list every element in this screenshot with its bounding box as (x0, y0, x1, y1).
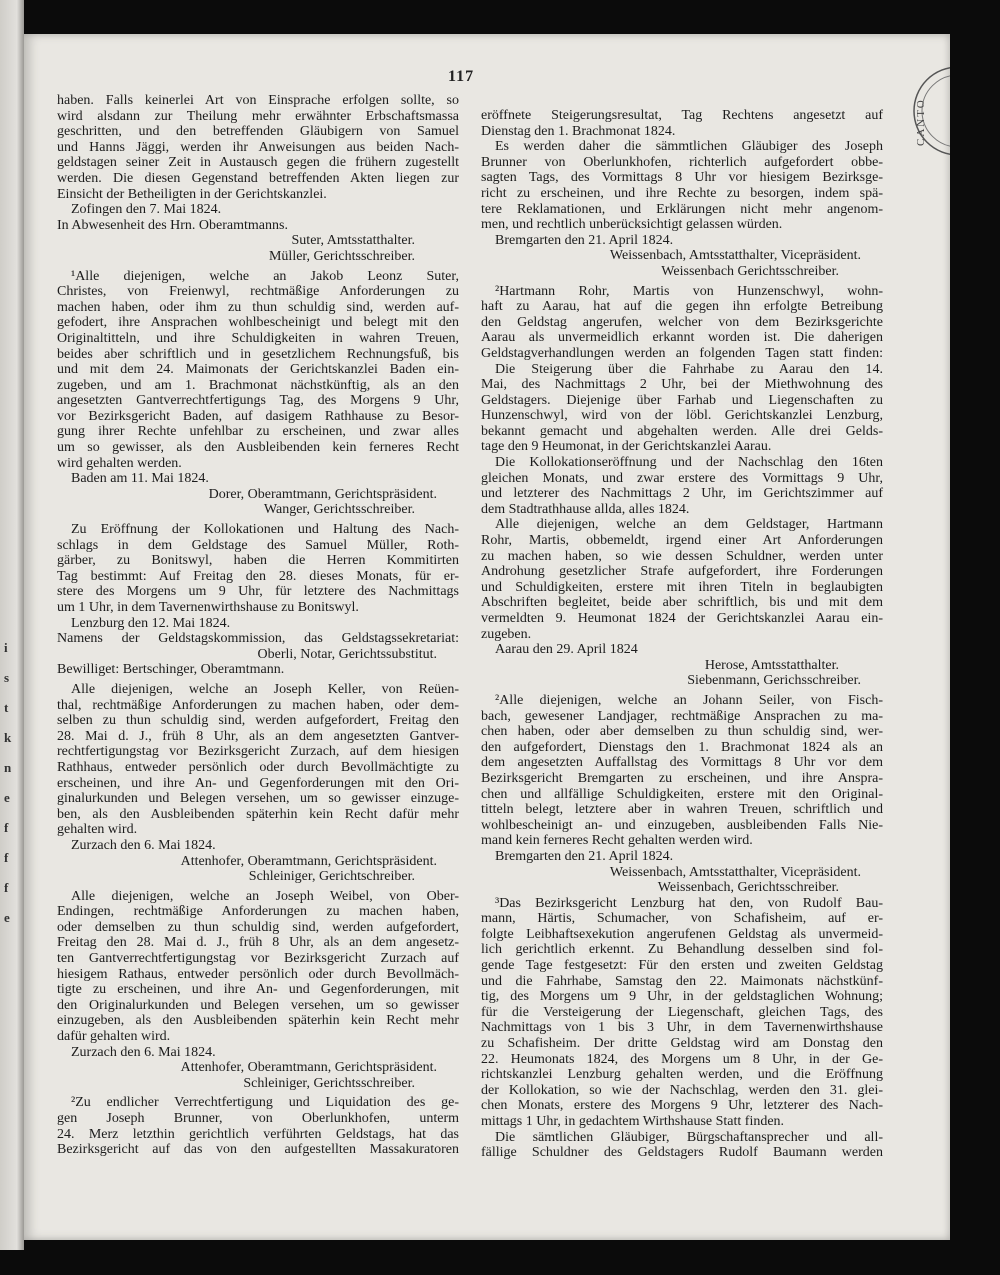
text-line: Rathhaus, entweder persönlich oder durch Bevollmächtigte zu (57, 759, 459, 775)
text-line: gende Tage festgesetzt: Für den ersten und zweiten Geldstag (481, 958, 883, 974)
text-line: Dienstag den 1. Brachmonat 1824. (481, 123, 676, 139)
text-line: ten Gantverrechtfertigungstag vor Bezirksgericht Zurzach auf (57, 951, 459, 967)
text-line: zugeben. (481, 626, 532, 642)
text-line: wird gehalten werden. (57, 455, 182, 471)
text-line: ²Hartmann Rohr, Martis von Hunzenschwyl, wohn- (495, 283, 883, 299)
text-line: Attenhofer, Oberamtmann, Gerichtspräsident. (180, 1060, 437, 1076)
text-line: Namens der Geldstagskommission, das Geldstagssekretariat: (57, 631, 459, 647)
text-line: geldstagen seiner Zeit in Austausch gegen die frühern zugestellt (57, 155, 459, 171)
previous-page-fragment: f (4, 850, 9, 865)
text-line: ²Alle diejenigen, welche an Johann Seiler, von Fisch- (495, 692, 883, 708)
text-line: um 1 Uhr, in dem Tavernenwirthshause zu Bonitswyl. (57, 600, 359, 615)
text-line: Lenzburg den 12. Mai 1824. (71, 615, 231, 631)
text-line: haft zu Aarau, hat auf die gegen ihn erfolgte Betreibung (481, 299, 883, 315)
text-line: Baden am 11. Mai 1824. (71, 471, 209, 487)
text-line: Androhung gesetzlicher Strafe aufgefordert, ihre Forderungen (481, 564, 883, 580)
text-line: Herose, Amtsstatthalter. (704, 657, 839, 673)
text-line: ³Das Bezirksgericht Lenzburg hat den, von Rudolf Bau- (495, 895, 883, 911)
text-line: Es werden daher die sämmtlichen Gläubiger des Joseph (495, 139, 883, 155)
text-line: Bremgarten den 21. April 1824. (495, 232, 674, 248)
previous-page-fragment: i (4, 640, 8, 655)
right-column (481, 108, 883, 1161)
text-line: In Abwesenheit des Hrn. Oberamtmanns. (57, 217, 288, 233)
text-line: zugeben, und am 1. Brachmonat nächstkünftig, als an den (57, 377, 459, 393)
previous-page-fragment: t (4, 700, 9, 715)
text-line: hiesigem Rathaus, entweder persönlich oder durch Bevollmäch- (57, 966, 459, 982)
text-line: Nachmittags von 1 bis 3 Uhr, in dem Tavernenwirthshause (481, 1020, 883, 1036)
text-line: Weissenbach, Gerichtsschreiber. (657, 880, 839, 896)
text-line: dem angesetzten Auffallstag des Vormittags 8 Uhr vor dem (481, 755, 883, 771)
text-line: den Geldstag angerufen, welcher von dem Bezirksgerichte (481, 314, 883, 330)
text-line: Geldstagers. Diejenige über Farhab und Liegenschaften zu (481, 392, 883, 408)
svg-text:CANTO: CANTO (915, 98, 927, 146)
text-line: und letzterer des Nachmittags 2 Uhr, im Gerichtszimmer auf (481, 486, 883, 502)
text-line: gefodert, ihre Ansprachen wohlbescheinigt und belegt mit den (57, 315, 459, 331)
text-line: um so gewisser, als den Ausbleibenden kein ferneres Recht (57, 440, 459, 456)
previous-page-fragment: e (4, 910, 10, 925)
text-line: mann, Härtis, Schumacher, von Schafisheim, auf er- (481, 911, 883, 927)
text-line: einzugeben, als den Ausbleibenden späterhin kein Recht mehr (57, 1013, 459, 1029)
text-line: Alle diejenigen, welche an Joseph Keller, von Reüen- (71, 681, 459, 697)
text-line: Abschriften begleitet, beide aber schriftlich, bis und mit dem (481, 595, 883, 611)
text-line: Zurzach den 6. Mai 1824. (71, 1044, 216, 1060)
text-line: folgte Leibhaftsexekution angerufenen Geldstag als unvermeid- (481, 926, 883, 942)
text-line: oder demselben zu thun schuldig sind, werden aufgefordert, (57, 919, 459, 935)
text-line: tage den 9 Heumonat, in der Gerichtskanzlei Aarau. (481, 439, 772, 455)
text-line: Zofingen den 7. Mai 1824. (71, 202, 222, 218)
text-line: dafür gehalten wird. (57, 1029, 171, 1045)
text-line: angesetzten Gantverrechtfertigungs Tag, des Morgens 9 Uhr, (57, 393, 459, 409)
text-line: chen Monats, erstere des Morgens 9 Uhr, letzterer des Nach- (481, 1098, 883, 1114)
text-line: Bezirksgericht Bremgarten zu erscheinen, und ihre Anspra- (481, 770, 883, 786)
text-line: wird alsdann zur Theilung mehr erwähnter Erbschaftsmassa (57, 108, 459, 124)
text-line: gen Joseph Brunner, von Oberlunkhofen, unterm (57, 1111, 459, 1126)
text-line: Wanger, Gerichtsschreiber. (263, 502, 415, 518)
previous-page-fragment: k (4, 730, 12, 745)
text-line: Oberli, Notar, Gerichtssubstitut. (257, 646, 437, 662)
text-line: Zurzach den 6. Mai 1824. (71, 837, 216, 853)
text-line: Die sämtlichen Gläubiger, Bürgschaftansprecher und all- (495, 1129, 883, 1145)
text-line: und mit dem 24. Maimonats der Gerichtskanzlei Baden ein- (57, 362, 459, 378)
text-line: und Schuldigkeiten, erstere mit ihren Titeln in beglaubigten (481, 579, 883, 595)
text-line: Aarau den 29. April 1824 (495, 642, 638, 658)
text-line: der Kollokation, so wie der Nachschlag, werden den 31. glei- (481, 1082, 883, 1098)
document-page (24, 34, 950, 1240)
text-line: bekannt gemacht und abgehalten werden. Alle drei Gelds- (481, 423, 883, 439)
text-line: dem Stadtrathhause allda, alles 1824. (481, 501, 690, 517)
text-line: für die Versteigerung der Liegenschaft, gleichen Tags, des (481, 1004, 883, 1020)
text-line: vor Bezirksgericht Baden, auf dasigem Rathhause zu Besor- (57, 408, 459, 424)
text-line: machen haben, oder ihm zu thun schuldig sind, werden auf- (57, 299, 459, 315)
text-line: zu Schafisheim. Der dritte Geldstag wird am Donstag den (481, 1036, 883, 1052)
text-line: haben. Falls keinerlei Art von Einsprache erfolgen sollte, so (57, 93, 459, 108)
text-line: werden. Die diesen Gegenstand betreffenden Akten liegen zur (57, 170, 459, 186)
text-line: ¹Alle diejenigen, welche an Jakob Leonz Suter, (71, 268, 459, 284)
previous-page-fragment: n (4, 760, 12, 775)
text-line: Die Steigerung über die Fahrhabe zu Aarau den 14. (495, 361, 883, 377)
text-line: gehalten wird. (57, 822, 138, 838)
text-line: den aufgefordert, Dienstags den 1. Brachmonat 1824 als an (481, 739, 883, 755)
text-line: rechtfertigungstag vor Bezirksgericht Zurzach, auf dem hiesigen (57, 744, 459, 760)
previous-page-fragment: f (4, 880, 9, 895)
text-line: tere Reklamationen, und Erklärungen nicht mehr angenom- (481, 201, 883, 217)
text-line: Geldstagverhandlungen werden an folgenden Tagen statt finden: (481, 345, 883, 361)
text-line: Schleiniger, Gerichtsschreiber. (243, 1075, 415, 1091)
text-line: schlags in dem Geldstage des Samuel Müller, Roth- (57, 537, 459, 553)
page-number: 117 (448, 68, 475, 85)
text-line: Freitag den 28. Mai d. J., früh 8 Uhr, als an dem angesetz- (57, 935, 459, 951)
text-line: Schleiniger, Gerichtschreiber. (248, 869, 415, 885)
text-line: und die Fahrhabe, Samstag den 22. Maimonats nächstkünf- (481, 973, 883, 989)
previous-page-edge (0, 0, 24, 1250)
left-column (57, 93, 459, 1158)
text-line: Bremgarten den 21. April 1824. (495, 848, 674, 864)
text-line: tigte zu erscheinen, und ihre An- und Gegenforderungen, mit (57, 982, 459, 998)
text-line: Mai, des Nachmittags 2 Uhr, bei der Miethwohnung des (481, 377, 883, 393)
text-line: Zu Eröffnung der Kollokationen und Haltung des Nach- (71, 522, 459, 538)
text-line: und Hanns Jäggi, werden ihr Anweisungen aus beiden Nach- (57, 139, 459, 155)
text-line: Weissenbach Gerichtsschreiber. (661, 263, 839, 279)
text-line: 24. Merz letzthin gerichtlich verführten Geldstags, hat das (57, 1126, 459, 1142)
text-line: selben zu thun schuldig sind, werden aufgefordert, Freitag den (57, 713, 459, 729)
text-line: Suter, Amtsstatthalter. (291, 233, 415, 249)
text-line: mand kein ferneres Recht gehalten werden wird. (481, 833, 753, 849)
text-line: Tag bestimmt: Auf Freitag den 28. dieses Monats, für er- (57, 568, 459, 584)
text-line: gung ihrer Rechte unfehlbar zu erscheinen, und zwar alles (57, 424, 459, 440)
text-line: 22. Heumonats 1824, des Morgens um 8 Uhr, in der Ge- (481, 1051, 883, 1067)
text-line: Alle diejenigen, welche an dem Geldstager, Hartmann (495, 517, 883, 533)
text-line: 28. Mai d. J., früh 8 Uhr, als an dem angesetzten Gantver- (57, 728, 459, 744)
text-line: Einsicht der Betheiligten in der Gerichtskanzlei. (57, 186, 327, 202)
text-line: Brunner von Oberlunkhofen, richterlich aufgefordert obbe- (481, 154, 883, 170)
text-line: tig, des Morgens um 9 Uhr, in der geldstaglichen Wohnung; (481, 989, 883, 1005)
text-line: den Originalurkunden und Belegen versehen, um so gewisser (57, 997, 459, 1013)
text-line: Alle diejenigen, welche an Joseph Weibel, von Ober- (71, 888, 459, 904)
text-line: gleichen Monats, und zwar erstere des Vormittags 9 Uhr, (481, 470, 883, 486)
text-line: erscheinen, und ihre An- und Gegenforderungen mit den Ori- (57, 775, 459, 791)
text-line: Hunzenschwyl, wird von der löbl. Gerichtskanzlei Lenzburg, (481, 408, 883, 424)
text-line: Weissenbach, Amtsstatthalter, Vicepräsident. (609, 248, 861, 264)
text-line: richtskanzlei Lenzburg gehalten werden, und die Eröffnung (481, 1067, 883, 1083)
text-line: Die Kollokationseröffnung und der Nachschlag den 16ten (495, 455, 883, 471)
text-line: Christes, von Freienwyl, rechtmäßige Anforderungen zu (57, 284, 459, 300)
previous-page-fragment: s (4, 670, 10, 685)
text-line: ginalurkunden und Belegen versehen, um so gewisser einzuge- (57, 791, 459, 807)
text-line: Originaltitteln, und ihre Schuldigkeiten in wahren Treuen, (57, 330, 459, 346)
text-line: geschritten, und den betreffenden Gläubigern von Samuel (57, 124, 459, 140)
text-line: chen und allfällige Schuldigkeiten, erstere mit den Original- (481, 786, 883, 802)
text-line: richt zu erscheinen, und ihre Rechte zu besorgen, indem spä- (481, 185, 883, 201)
text-line: ²Zu endlicher Verrechtfertigung und Liquidation des ge- (71, 1095, 459, 1111)
text-line: vermeldten 9. Heumonat 1824 der Gerichtskanzlei Aarau ein- (481, 611, 883, 626)
text-line: fällige Schuldner des Geldstagers Rudolf Baumann werden (481, 1145, 883, 1161)
text-line: chen haben, oder aber demselben zu thun schuldig sind, wer- (481, 724, 883, 740)
text-line: zu machen haben, so wie dessen Schuldner, werden unter (481, 548, 883, 564)
text-line: wohlbescheinigt an- und einzugeben, ausbleibenden Falls Nie- (481, 817, 883, 833)
text-line: Siebenmann, Gerichsschreiber. (687, 673, 861, 689)
text-line: sagten Tags, des Vormittags 8 Uhr vor hiesigem Bezirksge- (481, 170, 883, 186)
text-line: eröffnete Steigerungsresultat, Tag Rechtens angesetzt auf (481, 108, 883, 123)
text-line: Weissenbach, Amtsstatthalter, Vicepräsident. (609, 864, 861, 880)
text-line: thal, rechtmäßige Anforderungen zu machen haben, oder dem- (57, 697, 459, 713)
text-line: lich gerichtlich erkennt. Zu Behandlung desselben sind fol- (481, 942, 883, 958)
previous-page-fragment: f (4, 820, 9, 835)
text-line: Aarau als unvermeidlich erkannt worden ist. Die daherigen (481, 330, 883, 346)
text-line: beides aber schriftlich und in gesetzlichem Rechnungsfuß, bis (57, 346, 459, 362)
text-line: Dorer, Oberamtmann, Gerichtspräsident. (208, 486, 437, 502)
text-line: mittags 1 Uhr, in gedachtem Wirthshause Statt finden. (481, 1114, 785, 1129)
text-line: titteln belegt, letztere aber in wahren Treuen, schriftlich und (481, 802, 883, 818)
text-line: gärber, zu Bonitswyl, haben die Herren Kommitirten (57, 553, 459, 569)
text-line: ben, als den Ausbleibenden späterhin kein Recht dafür mehr (57, 806, 459, 822)
text-line: Bewilliget: Bertschinger, Oberamtmann. (57, 662, 285, 678)
text-line: Rohr, Martis, obbemeldt, irgend einer Art Anforderungen (481, 533, 883, 549)
text-line: bach, gewesener Landjager, rechtmäßige Ansprachen zu ma- (481, 708, 883, 724)
text-line: Attenhofer, Oberamtmann, Gerichtspräsident. (180, 853, 437, 869)
text-line: men, und rechtlich unberücksichtigt gelassen würden. (481, 217, 783, 233)
text-line: Endingen, rechtmäßige Anforderungen zu machen haben, (57, 904, 459, 920)
previous-page-fragment: e (4, 790, 10, 805)
text-line: stere des Morgens um 9 Uhr, für letztere des Nachmittags (57, 584, 459, 600)
canton-stamp-icon (910, 46, 950, 176)
text-line: Bezirksgericht auf das von den aufgestellten Massakuratoren (57, 1142, 459, 1158)
text-line: Müller, Gerichtsschreiber. (268, 248, 415, 264)
